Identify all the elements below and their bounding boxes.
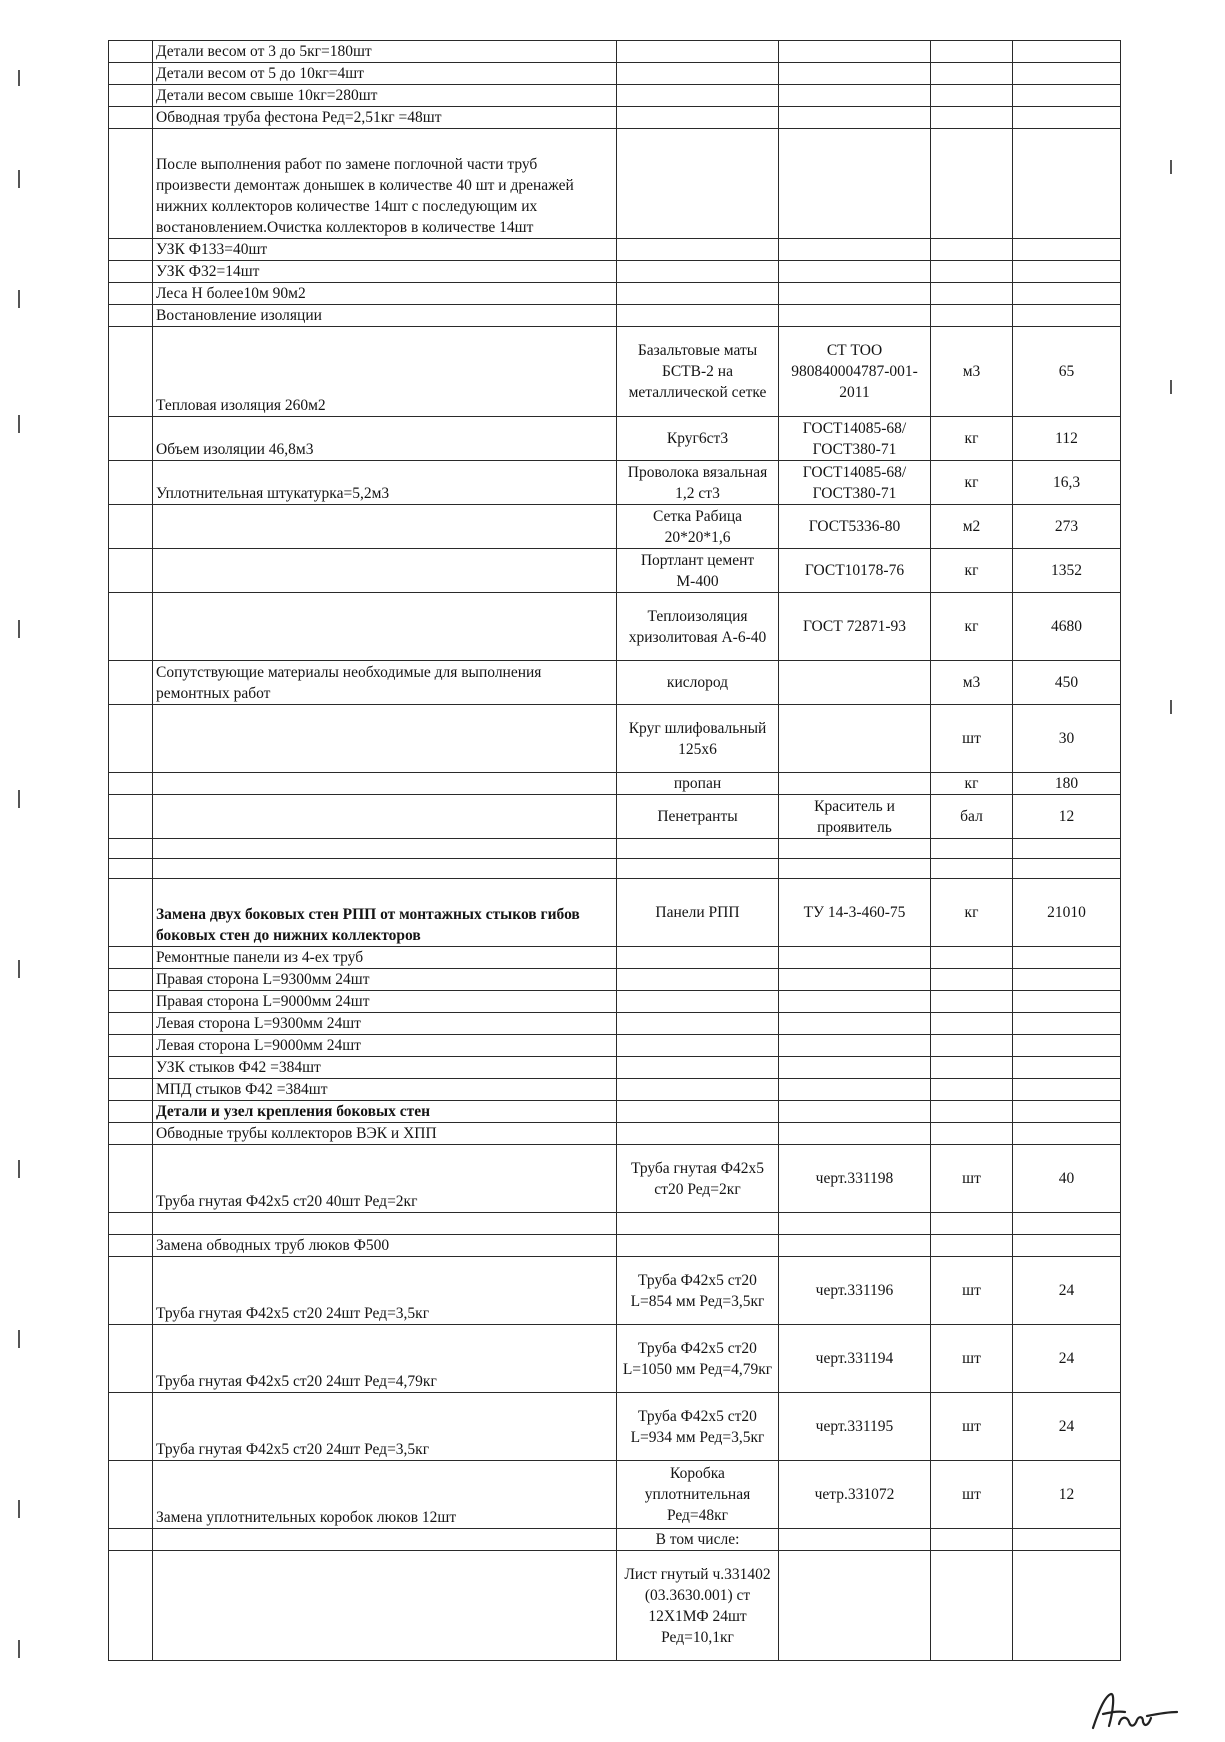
description-cell: Замена уплотнительных коробок люков 12шт — [153, 1461, 617, 1529]
quantity-cell — [1013, 129, 1121, 239]
unit-cell — [931, 839, 1013, 859]
material-cell — [617, 859, 779, 879]
quantity-cell — [1013, 1123, 1121, 1145]
row-number-cell — [109, 1529, 153, 1551]
row-number-cell — [109, 239, 153, 261]
material-cell — [617, 1079, 779, 1101]
quantity-cell — [1013, 1035, 1121, 1057]
description-cell: Левая сторона L=9300мм 24шт — [153, 1013, 617, 1035]
row-number-cell — [109, 1079, 153, 1101]
material-cell: Круг шлифовальный 125х6 — [617, 705, 779, 773]
quantity-cell — [1013, 85, 1121, 107]
table-row — [109, 461, 1121, 505]
standard-cell: черт.331195 — [779, 1393, 931, 1461]
margin-mark — [18, 1160, 20, 1178]
table-row — [109, 239, 1121, 261]
table-row — [109, 1257, 1121, 1325]
table-row — [109, 1013, 1121, 1035]
quantity-cell — [1013, 283, 1121, 305]
margin-mark — [18, 1330, 20, 1348]
margin-mark — [18, 1500, 20, 1518]
quantity-cell: 16,3 — [1013, 461, 1121, 505]
description-cell — [153, 839, 617, 859]
quantity-cell — [1013, 239, 1121, 261]
standard-cell: черт.331194 — [779, 1325, 931, 1393]
description-cell: Востановление изоляции — [153, 305, 617, 327]
description-cell: Детали и узел крепления боковых стен — [153, 1101, 617, 1123]
row-number-cell — [109, 327, 153, 417]
standard-cell — [779, 839, 931, 859]
unit-cell — [931, 41, 1013, 63]
table-row — [109, 63, 1121, 85]
quantity-cell: 21010 — [1013, 879, 1121, 947]
margin-mark — [18, 415, 20, 433]
table-row — [109, 795, 1121, 839]
unit-cell: шт — [931, 1257, 1013, 1325]
table-row — [109, 661, 1121, 705]
unit-cell — [931, 859, 1013, 879]
quantity-cell: 30 — [1013, 705, 1121, 773]
material-cell — [617, 1035, 779, 1057]
unit-cell — [931, 85, 1013, 107]
standard-cell — [779, 947, 931, 969]
row-number-cell — [109, 969, 153, 991]
description-cell: Детали весом свыше 10кг=280шт — [153, 85, 617, 107]
standard-cell — [779, 661, 931, 705]
table-row — [109, 991, 1121, 1013]
table-row — [109, 305, 1121, 327]
material-cell — [617, 41, 779, 63]
standard-cell: ГОСТ5336-80 — [779, 505, 931, 549]
standard-cell — [779, 1013, 931, 1035]
quantity-cell: 450 — [1013, 661, 1121, 705]
quantity-cell: 24 — [1013, 1325, 1121, 1393]
description-cell: Ремонтные панели из 4-ех труб — [153, 947, 617, 969]
description-cell: Труба гнутая Ф42х5 ст20 24шт Ред=3,5кг — [153, 1393, 617, 1461]
unit-cell — [931, 1079, 1013, 1101]
unit-cell — [931, 991, 1013, 1013]
table-row — [109, 1145, 1121, 1213]
description-cell: Детали весом от 3 до 5кг=180шт — [153, 41, 617, 63]
material-cell — [617, 129, 779, 239]
description-cell: Обводные трубы коллекторов ВЭК и ХПП — [153, 1123, 617, 1145]
margin-mark — [18, 1640, 20, 1658]
unit-cell — [931, 1235, 1013, 1257]
material-cell — [617, 969, 779, 991]
row-number-cell — [109, 1461, 153, 1529]
table-row — [109, 593, 1121, 661]
unit-cell — [931, 1529, 1013, 1551]
material-cell — [617, 305, 779, 327]
unit-cell — [931, 1213, 1013, 1235]
description-cell — [153, 593, 617, 661]
material-cell — [617, 1013, 779, 1035]
row-number-cell — [109, 1393, 153, 1461]
table-row — [109, 505, 1121, 549]
material-cell: Теплоизоляция хризолитовая А-6-40 — [617, 593, 779, 661]
table-row — [109, 1079, 1121, 1101]
material-cell: Портлант цемент М-400 — [617, 549, 779, 593]
margin-mark — [18, 960, 20, 978]
quantity-cell: 180 — [1013, 773, 1121, 795]
standard-cell: черт.331198 — [779, 1145, 931, 1213]
table-row — [109, 1551, 1121, 1661]
material-cell: Труба Ф42х5 ст20 L=854 мм Ред=3,5кг — [617, 1257, 779, 1325]
unit-cell: кг — [931, 549, 1013, 593]
row-number-cell — [109, 1145, 153, 1213]
row-number-cell — [109, 1213, 153, 1235]
quantity-cell — [1013, 1013, 1121, 1035]
standard-cell — [779, 1213, 931, 1235]
standard-cell — [779, 969, 931, 991]
table-row — [109, 1035, 1121, 1057]
description-cell: Уплотнительная штукатурка=5,2м3 — [153, 461, 617, 505]
quantity-cell — [1013, 1057, 1121, 1079]
unit-cell — [931, 305, 1013, 327]
standard-cell: СТ ТОО 980840004787-001-2011 — [779, 327, 931, 417]
material-cell: Круг6ст3 — [617, 417, 779, 461]
table-row — [109, 773, 1121, 795]
quantity-cell: 40 — [1013, 1145, 1121, 1213]
description-cell — [153, 773, 617, 795]
unit-cell: кг — [931, 773, 1013, 795]
standard-cell: ГОСТ 72871-93 — [779, 593, 931, 661]
row-number-cell — [109, 1235, 153, 1257]
row-number-cell — [109, 1101, 153, 1123]
quantity-cell: 12 — [1013, 795, 1121, 839]
row-number-cell — [109, 593, 153, 661]
quantity-cell — [1013, 1235, 1121, 1257]
material-cell: Проволока вязальная 1,2 ст3 — [617, 461, 779, 505]
description-cell: Правая сторона L=9000мм 24шт — [153, 991, 617, 1013]
description-cell: Тепловая изоляция 260м2 — [153, 327, 617, 417]
margin-mark — [1170, 160, 1172, 174]
unit-cell: кг — [931, 593, 1013, 661]
standard-cell — [779, 41, 931, 63]
table-row — [109, 85, 1121, 107]
unit-cell — [931, 239, 1013, 261]
row-number-cell — [109, 1013, 153, 1035]
unit-cell — [931, 1035, 1013, 1057]
material-cell — [617, 1235, 779, 1257]
table-row — [109, 41, 1121, 63]
row-number-cell — [109, 773, 153, 795]
quantity-cell: 24 — [1013, 1257, 1121, 1325]
material-cell: Сетка Рабица 20*20*1,6 — [617, 505, 779, 549]
unit-cell: м3 — [931, 661, 1013, 705]
table-row — [109, 705, 1121, 773]
unit-cell: шт — [931, 1461, 1013, 1529]
material-cell — [617, 1123, 779, 1145]
description-cell — [153, 549, 617, 593]
description-cell: Леса Н более10м 90м2 — [153, 283, 617, 305]
table-body — [109, 41, 1121, 1661]
row-number-cell — [109, 85, 153, 107]
standard-cell — [779, 261, 931, 283]
description-cell: УЗК стыков Ф42 =384шт — [153, 1057, 617, 1079]
row-number-cell — [109, 1035, 153, 1057]
unit-cell — [931, 1101, 1013, 1123]
quantity-cell — [1013, 1529, 1121, 1551]
material-cell: Труба Ф42х5 ст20 L=1050 мм Ред=4,79кг — [617, 1325, 779, 1393]
unit-cell: кг — [931, 879, 1013, 947]
row-number-cell — [109, 1123, 153, 1145]
description-cell: Обводная труба фестона Ред=2,51кг =48шт — [153, 107, 617, 129]
row-number-cell — [109, 107, 153, 129]
material-cell — [617, 839, 779, 859]
margin-mark — [18, 170, 20, 188]
row-number-cell — [109, 1057, 153, 1079]
quantity-cell — [1013, 859, 1121, 879]
table-row — [109, 1325, 1121, 1393]
standard-cell — [779, 283, 931, 305]
description-cell: Замена двух боковых стен РПП от монтажных стыков гибов боковых стен до нижних коллекторов — [153, 879, 617, 947]
standard-cell — [779, 305, 931, 327]
margin-mark — [1170, 380, 1172, 394]
unit-cell: м2 — [931, 505, 1013, 549]
unit-cell — [931, 1013, 1013, 1035]
row-number-cell — [109, 1257, 153, 1325]
row-number-cell — [109, 879, 153, 947]
quantity-cell: 24 — [1013, 1393, 1121, 1461]
standard-cell — [779, 705, 931, 773]
description-cell: Правая сторона L=9300мм 24шт — [153, 969, 617, 991]
description-cell — [153, 859, 617, 879]
unit-cell — [931, 1057, 1013, 1079]
description-cell: Сопутствующие материалы необходимые для выполнения ремонтных работ — [153, 661, 617, 705]
standard-cell — [779, 1035, 931, 1057]
row-number-cell — [109, 795, 153, 839]
handwritten-signature — [1085, 1690, 1180, 1735]
table-row — [109, 107, 1121, 129]
unit-cell: кг — [931, 417, 1013, 461]
quantity-cell — [1013, 991, 1121, 1013]
unit-cell — [931, 129, 1013, 239]
margin-mark — [18, 290, 20, 308]
material-cell: Труба гнутая Ф42х5 ст20 Ред=2кг — [617, 1145, 779, 1213]
standard-cell: ГОСТ14085-68/ГОСТ380-71 — [779, 461, 931, 505]
quantity-cell — [1013, 63, 1121, 85]
row-number-cell — [109, 305, 153, 327]
table-row — [109, 417, 1121, 461]
row-number-cell — [109, 705, 153, 773]
unit-cell: кг — [931, 461, 1013, 505]
table-row — [109, 1529, 1121, 1551]
table-row — [109, 1101, 1121, 1123]
standard-cell: Краситель и проявитель — [779, 795, 931, 839]
unit-cell: бал — [931, 795, 1013, 839]
row-number-cell — [109, 461, 153, 505]
unit-cell — [931, 107, 1013, 129]
unit-cell: шт — [931, 1325, 1013, 1393]
description-cell: Объем изоляции 46,8м3 — [153, 417, 617, 461]
quantity-cell — [1013, 261, 1121, 283]
material-cell: кислород — [617, 661, 779, 705]
description-cell: МПД стыков Ф42 =384шт — [153, 1079, 617, 1101]
table-row — [109, 1235, 1121, 1257]
margin-mark — [18, 790, 20, 808]
unit-cell — [931, 1123, 1013, 1145]
description-cell: Детали весом от 5 до 10кг=4шт — [153, 63, 617, 85]
margin-mark — [1170, 700, 1172, 714]
row-number-cell — [109, 63, 153, 85]
quantity-cell: 1352 — [1013, 549, 1121, 593]
standard-cell: четр.331072 — [779, 1461, 931, 1529]
material-cell: Пенетранты — [617, 795, 779, 839]
quantity-cell — [1013, 305, 1121, 327]
description-cell: Замена обводных труб люков Ф500 — [153, 1235, 617, 1257]
material-cell — [617, 239, 779, 261]
standard-cell — [779, 1101, 931, 1123]
row-number-cell — [109, 283, 153, 305]
material-cell — [617, 261, 779, 283]
unit-cell: шт — [931, 1393, 1013, 1461]
standard-cell: ГОСТ14085-68/ГОСТ380-71 — [779, 417, 931, 461]
row-number-cell — [109, 1551, 153, 1661]
standard-cell — [779, 107, 931, 129]
material-cell — [617, 947, 779, 969]
standard-cell — [779, 773, 931, 795]
row-number-cell — [109, 505, 153, 549]
description-cell — [153, 1551, 617, 1661]
description-cell: Труба гнутая Ф42х5 ст20 24шт Ред=3,5кг — [153, 1257, 617, 1325]
standard-cell — [779, 63, 931, 85]
unit-cell — [931, 63, 1013, 85]
material-cell: Коробка уплотнительная Ред=48кг — [617, 1461, 779, 1529]
table-row — [109, 879, 1121, 947]
material-cell — [617, 1213, 779, 1235]
table-row — [109, 969, 1121, 991]
quantity-cell — [1013, 1213, 1121, 1235]
quantity-cell — [1013, 1101, 1121, 1123]
table-row — [109, 1123, 1121, 1145]
standard-cell: ГОСТ10178-76 — [779, 549, 931, 593]
table-row — [109, 283, 1121, 305]
quantity-cell — [1013, 107, 1121, 129]
standard-cell — [779, 991, 931, 1013]
material-cell — [617, 1101, 779, 1123]
row-number-cell — [109, 549, 153, 593]
unit-cell: шт — [931, 1145, 1013, 1213]
margin-mark — [18, 70, 20, 86]
specification-table — [108, 40, 1121, 1661]
standard-cell: черт.331196 — [779, 1257, 931, 1325]
material-cell: В том числе: — [617, 1529, 779, 1551]
material-cell — [617, 107, 779, 129]
row-number-cell — [109, 129, 153, 239]
description-cell: Левая сторона L=9000мм 24шт — [153, 1035, 617, 1057]
standard-cell — [779, 129, 931, 239]
quantity-cell: 273 — [1013, 505, 1121, 549]
description-cell — [153, 795, 617, 839]
material-cell — [617, 85, 779, 107]
material-cell: Труба Ф42х5 ст20 L=934 мм Ред=3,5кг — [617, 1393, 779, 1461]
quantity-cell — [1013, 969, 1121, 991]
description-cell: Труба гнутая Ф42х5 ст20 40шт Ред=2кг — [153, 1145, 617, 1213]
table-row — [109, 1057, 1121, 1079]
quantity-cell: 65 — [1013, 327, 1121, 417]
description-cell: Труба гнутая Ф42х5 ст20 24шт Ред=4,79кг — [153, 1325, 617, 1393]
table-row — [109, 1213, 1121, 1235]
table-row — [109, 947, 1121, 969]
material-cell — [617, 283, 779, 305]
quantity-cell: 12 — [1013, 1461, 1121, 1529]
row-number-cell — [109, 859, 153, 879]
row-number-cell — [109, 417, 153, 461]
standard-cell — [779, 85, 931, 107]
table-row — [109, 261, 1121, 283]
unit-cell — [931, 1551, 1013, 1661]
unit-cell: м3 — [931, 327, 1013, 417]
material-cell: пропан — [617, 773, 779, 795]
description-cell: УЗК Ф32=14шт — [153, 261, 617, 283]
standard-cell — [779, 1551, 931, 1661]
standard-cell — [779, 1235, 931, 1257]
table-row — [109, 549, 1121, 593]
unit-cell — [931, 283, 1013, 305]
row-number-cell — [109, 839, 153, 859]
row-number-cell — [109, 661, 153, 705]
row-number-cell — [109, 1325, 153, 1393]
row-number-cell — [109, 991, 153, 1013]
description-cell: УЗК Ф133=40шт — [153, 239, 617, 261]
unit-cell — [931, 969, 1013, 991]
material-cell — [617, 63, 779, 85]
table-row — [109, 839, 1121, 859]
table-row — [109, 1461, 1121, 1529]
standard-cell — [779, 859, 931, 879]
description-cell — [153, 1529, 617, 1551]
quantity-cell — [1013, 1079, 1121, 1101]
material-cell: Панели РПП — [617, 879, 779, 947]
material-cell: Лист гнутый ч.331402 (03.3630.001) ст 12Х1МФ 24шт Ред=10,1кг — [617, 1551, 779, 1661]
description-cell — [153, 705, 617, 773]
standard-cell — [779, 1529, 931, 1551]
row-number-cell — [109, 947, 153, 969]
unit-cell: шт — [931, 705, 1013, 773]
row-number-cell — [109, 41, 153, 63]
quantity-cell — [1013, 947, 1121, 969]
standard-cell — [779, 1057, 931, 1079]
quantity-cell — [1013, 1551, 1121, 1661]
table-row — [109, 859, 1121, 879]
quantity-cell — [1013, 41, 1121, 63]
material-cell — [617, 1057, 779, 1079]
table-row — [109, 129, 1121, 239]
table-row — [109, 327, 1121, 417]
material-cell — [617, 991, 779, 1013]
standard-cell — [779, 239, 931, 261]
standard-cell: ТУ 14-3-460-75 — [779, 879, 931, 947]
unit-cell — [931, 947, 1013, 969]
standard-cell — [779, 1123, 931, 1145]
quantity-cell — [1013, 839, 1121, 859]
description-cell: После выполнения работ по замене поглочной части труб произвести демонтаж донышек в количестве 40 шт и дренажей нижних коллекторов количестве 14шт с последующим их востановлением.Очистка коллекторов в количестве 14шт — [153, 129, 617, 239]
row-number-cell — [109, 261, 153, 283]
material-cell: Базальтовые маты БСТВ-2 на металлической сетке — [617, 327, 779, 417]
description-cell — [153, 1213, 617, 1235]
description-cell — [153, 505, 617, 549]
quantity-cell: 4680 — [1013, 593, 1121, 661]
table-row — [109, 1393, 1121, 1461]
margin-mark — [18, 620, 20, 638]
quantity-cell: 112 — [1013, 417, 1121, 461]
standard-cell — [779, 1079, 931, 1101]
unit-cell — [931, 261, 1013, 283]
